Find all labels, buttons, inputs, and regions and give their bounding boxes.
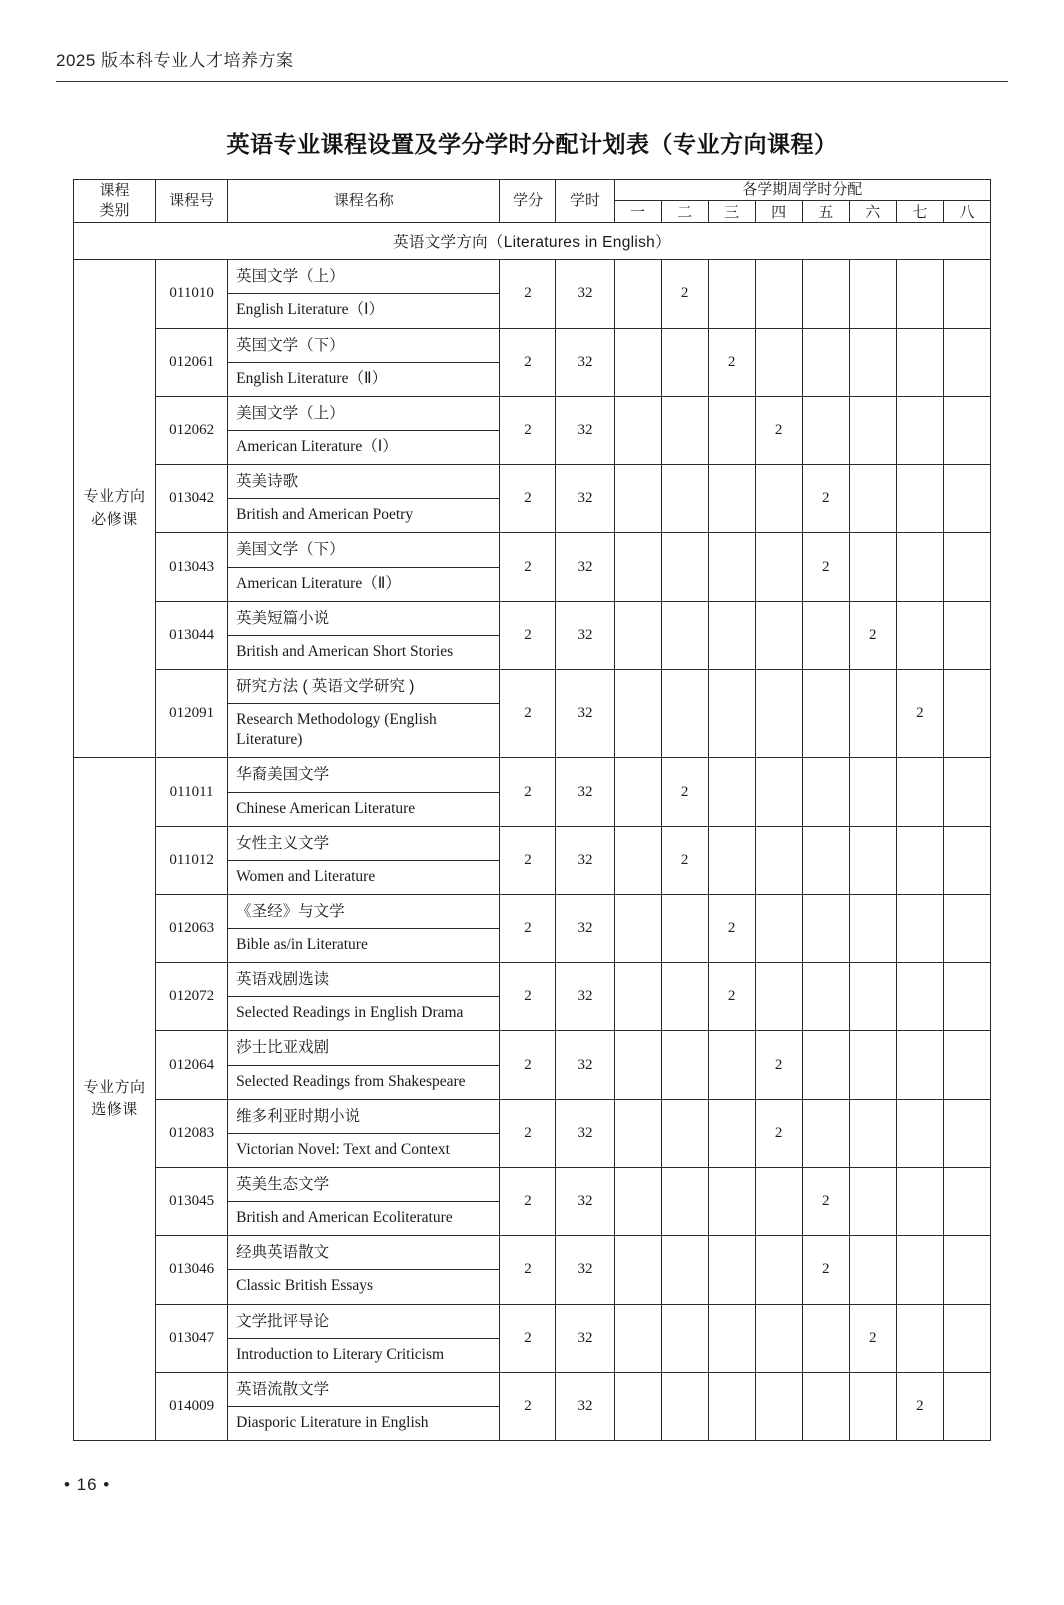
column-header-terms-group: 各学期周学时分配 (614, 180, 990, 201)
course-credits-cell: 2 (500, 669, 556, 757)
table-row (74, 260, 991, 328)
column-header-name: 课程名称 (228, 180, 500, 223)
term-hours-cell-5 (802, 260, 849, 328)
table-row (74, 1099, 991, 1167)
section-header-label: 英语文学方向（Literatures in English） (74, 223, 991, 260)
category-header-line2: 类别 (99, 202, 130, 220)
term-hours-cell-3: 2 (708, 328, 755, 396)
term-hours-cell-7 (896, 1304, 943, 1372)
course-name-zh: 莎士比亚戏剧 (228, 1031, 499, 1065)
term-hours-cell-2 (661, 894, 708, 962)
course-code-cell: 011011 (156, 758, 228, 826)
course-plan-table (73, 179, 991, 1441)
term-hours-cell-7 (896, 1236, 943, 1304)
course-code-cell: 013045 (156, 1168, 228, 1236)
term-hours-cell-8 (943, 1236, 990, 1304)
course-hours-cell: 32 (556, 260, 614, 328)
term-hours-cell-3 (708, 396, 755, 464)
column-header-term-8: 八 (943, 201, 990, 223)
course-credits-cell: 2 (500, 260, 556, 328)
term-hours-cell-6 (849, 1168, 896, 1236)
term-hours-cell-3 (708, 1304, 755, 1372)
term-hours-cell-7 (896, 328, 943, 396)
term-hours-cell-7 (896, 1031, 943, 1099)
table-row (74, 1236, 991, 1304)
term-hours-cell-1 (614, 260, 661, 328)
course-credits-cell: 2 (500, 396, 556, 464)
course-hours-cell: 32 (556, 1304, 614, 1372)
term-hours-cell-3 (708, 669, 755, 757)
course-name-cell (228, 894, 500, 962)
term-hours-cell-8 (943, 260, 990, 328)
term-hours-cell-8 (943, 1372, 990, 1440)
course-credits-cell: 2 (500, 465, 556, 533)
term-hours-cell-3 (708, 826, 755, 894)
course-code-cell: 014009 (156, 1372, 228, 1440)
term-hours-cell-7 (896, 260, 943, 328)
course-credits-cell: 2 (500, 1031, 556, 1099)
table-row (74, 826, 991, 894)
course-credits-cell: 2 (500, 894, 556, 962)
term-hours-cell-8 (943, 669, 990, 757)
term-hours-cell-5 (802, 396, 849, 464)
term-hours-cell-4: 2 (755, 1031, 802, 1099)
term-hours-cell-4: 2 (755, 396, 802, 464)
term-hours-cell-6 (849, 669, 896, 757)
term-hours-cell-3 (708, 533, 755, 601)
term-hours-cell-4 (755, 1372, 802, 1440)
term-hours-cell-4 (755, 963, 802, 1031)
header-divider (56, 81, 1008, 82)
course-name-cell (228, 669, 500, 757)
course-name-cell (228, 1099, 500, 1167)
course-name-zh: 文学批评导论 (228, 1305, 499, 1339)
running-header: 2025 版本科专业人才培养方案 (56, 51, 294, 70)
course-credits-cell: 2 (500, 963, 556, 1031)
term-hours-cell-7 (896, 826, 943, 894)
term-hours-cell-2 (661, 1304, 708, 1372)
term-hours-cell-5: 2 (802, 1236, 849, 1304)
term-hours-cell-5 (802, 1099, 849, 1167)
course-name-en: Classic British Essays (236, 1277, 374, 1295)
term-hours-cell-8 (943, 963, 990, 1031)
course-code-cell: 012061 (156, 328, 228, 396)
term-hours-cell-5 (802, 1372, 849, 1440)
term-hours-cell-2 (661, 1031, 708, 1099)
course-category-cell (74, 758, 156, 1441)
column-header-hours: 学时 (556, 180, 614, 223)
course-credits-cell: 2 (500, 601, 556, 669)
table-body (74, 223, 991, 1441)
course-hours-cell: 32 (556, 826, 614, 894)
term-hours-cell-5 (802, 669, 849, 757)
course-hours-cell: 32 (556, 894, 614, 962)
term-hours-cell-4: 2 (755, 1099, 802, 1167)
term-hours-cell-3 (708, 1168, 755, 1236)
table-row (74, 669, 991, 757)
course-name-cell (228, 1372, 500, 1440)
table-row (74, 1168, 991, 1236)
term-hours-cell-7 (896, 1168, 943, 1236)
term-hours-cell-7 (896, 963, 943, 1031)
term-hours-cell-2 (661, 1099, 708, 1167)
course-hours-cell: 32 (556, 1168, 614, 1236)
course-code-cell: 012063 (156, 894, 228, 962)
term-hours-cell-7 (896, 758, 943, 826)
column-header-term-1: 一 (614, 201, 661, 223)
term-hours-cell-1 (614, 963, 661, 1031)
course-code-cell: 011012 (156, 826, 228, 894)
term-hours-cell-6 (849, 328, 896, 396)
column-header-term-2: 二 (661, 201, 708, 223)
course-hours-cell: 32 (556, 601, 614, 669)
term-hours-cell-2 (661, 1168, 708, 1236)
column-header-term-6: 六 (849, 201, 896, 223)
course-credits-cell: 2 (500, 533, 556, 601)
term-hours-cell-6 (849, 465, 896, 533)
term-hours-cell-6: 2 (849, 1304, 896, 1372)
term-hours-cell-7 (896, 465, 943, 533)
column-header-term-7: 七 (896, 201, 943, 223)
course-code-cell: 013044 (156, 601, 228, 669)
term-hours-cell-8 (943, 1031, 990, 1099)
term-hours-cell-1 (614, 826, 661, 894)
course-credits-cell: 2 (500, 1099, 556, 1167)
course-name-en: American Literature（Ⅱ） (236, 574, 401, 592)
course-name-cell (228, 826, 500, 894)
course-code-cell: 012064 (156, 1031, 228, 1099)
table-row (74, 465, 991, 533)
course-name-cell (228, 601, 500, 669)
course-name-cell (228, 1031, 500, 1099)
term-hours-cell-4 (755, 826, 802, 894)
course-hours-cell: 32 (556, 396, 614, 464)
term-hours-cell-8 (943, 1304, 990, 1372)
course-name-cell (228, 533, 500, 601)
term-hours-cell-8 (943, 601, 990, 669)
term-hours-cell-8 (943, 1099, 990, 1167)
term-hours-cell-2: 2 (661, 826, 708, 894)
course-credits-cell: 2 (500, 1168, 556, 1236)
term-hours-cell-4 (755, 465, 802, 533)
course-name-zh: 美国文学（下） (228, 533, 499, 567)
course-name-cell (228, 963, 500, 1031)
term-hours-cell-4 (755, 758, 802, 826)
term-hours-cell-3 (708, 758, 755, 826)
course-hours-cell: 32 (556, 758, 614, 826)
course-credits-cell: 2 (500, 826, 556, 894)
term-hours-cell-5 (802, 1031, 849, 1099)
course-name-zh: 维多利亚时期小说 (228, 1100, 499, 1134)
term-hours-cell-6 (849, 533, 896, 601)
course-hours-cell: 32 (556, 1372, 614, 1440)
course-credits-cell: 2 (500, 1372, 556, 1440)
term-hours-cell-2 (661, 669, 708, 757)
course-code-cell: 012083 (156, 1099, 228, 1167)
course-name-en: Research Methodology (English Literature) (236, 711, 437, 749)
term-hours-cell-1 (614, 396, 661, 464)
term-hours-cell-6 (849, 1372, 896, 1440)
term-hours-cell-4 (755, 1236, 802, 1304)
term-hours-cell-1 (614, 328, 661, 396)
table-row (74, 1031, 991, 1099)
page-number: • 16 • (64, 1475, 111, 1495)
term-hours-cell-5 (802, 328, 849, 396)
column-header-code: 课程号 (156, 180, 228, 223)
course-name-cell (228, 465, 500, 533)
course-name-en: British and American Short Stories (236, 642, 454, 660)
term-hours-cell-4 (755, 260, 802, 328)
term-hours-cell-2 (661, 396, 708, 464)
term-hours-cell-7 (896, 601, 943, 669)
term-hours-cell-3 (708, 260, 755, 328)
term-hours-cell-8 (943, 826, 990, 894)
course-code-cell: 012062 (156, 396, 228, 464)
term-hours-cell-8 (943, 1168, 990, 1236)
term-hours-cell-7 (896, 894, 943, 962)
table-row (74, 601, 991, 669)
term-hours-cell-7: 2 (896, 1372, 943, 1440)
term-hours-cell-7 (896, 533, 943, 601)
term-hours-cell-2 (661, 601, 708, 669)
table-head (74, 180, 991, 223)
term-hours-cell-3 (708, 1099, 755, 1167)
term-hours-cell-1 (614, 758, 661, 826)
term-hours-cell-5 (802, 963, 849, 1031)
course-name-en: Introduction to Literary Criticism (236, 1345, 445, 1363)
course-name-zh: 经典英语散文 (228, 1236, 499, 1270)
table-row (74, 396, 991, 464)
term-hours-cell-8 (943, 758, 990, 826)
course-name-en: British and American Ecoliterature (236, 1209, 453, 1227)
course-name-cell (228, 396, 500, 464)
term-hours-cell-3 (708, 1372, 755, 1440)
course-name-zh: 研究方法 ( 英语文学研究 ) (228, 670, 499, 704)
course-name-zh: 英美诗歌 (228, 465, 499, 499)
course-name-en: Bible as/in Literature (236, 936, 368, 954)
column-header-term-4: 四 (755, 201, 802, 223)
term-hours-cell-6 (849, 1236, 896, 1304)
course-name-zh: 英国文学（上） (228, 260, 499, 294)
term-hours-cell-7: 2 (896, 669, 943, 757)
term-hours-cell-3 (708, 1236, 755, 1304)
course-name-en: Selected Readings from Shakespeare (236, 1072, 466, 1090)
term-hours-cell-5: 2 (802, 533, 849, 601)
course-code-cell: 013047 (156, 1304, 228, 1372)
course-name-zh: 女性主义文学 (228, 827, 499, 861)
course-code-cell: 012091 (156, 669, 228, 757)
term-hours-cell-2 (661, 465, 708, 533)
course-name-cell (228, 1236, 500, 1304)
course-name-en: Selected Readings in English Drama (236, 1004, 464, 1022)
term-hours-cell-8 (943, 328, 990, 396)
term-hours-cell-6 (849, 260, 896, 328)
term-hours-cell-4 (755, 328, 802, 396)
course-name-cell (228, 1304, 500, 1372)
term-hours-cell-6 (849, 1031, 896, 1099)
term-hours-cell-6 (849, 396, 896, 464)
term-hours-cell-1 (614, 1168, 661, 1236)
course-credits-cell: 2 (500, 328, 556, 396)
term-hours-cell-1 (614, 1372, 661, 1440)
term-hours-cell-2: 2 (661, 260, 708, 328)
category-label-line2: 必修课 (91, 510, 138, 528)
course-name-cell (228, 260, 500, 328)
course-name-zh: 华裔美国文学 (228, 758, 499, 792)
column-header-credits: 学分 (500, 180, 556, 223)
category-label-line1: 专业方向 (83, 488, 146, 506)
term-hours-cell-8 (943, 894, 990, 962)
term-hours-cell-5 (802, 826, 849, 894)
course-hours-cell: 32 (556, 1236, 614, 1304)
term-hours-cell-1 (614, 601, 661, 669)
course-name-en: American Literature（Ⅰ） (236, 437, 398, 455)
course-hours-cell: 32 (556, 963, 614, 1031)
term-hours-cell-3: 2 (708, 894, 755, 962)
term-hours-cell-8 (943, 533, 990, 601)
course-hours-cell: 32 (556, 1031, 614, 1099)
term-hours-cell-1 (614, 894, 661, 962)
term-hours-cell-4 (755, 669, 802, 757)
term-hours-cell-4 (755, 601, 802, 669)
course-code-cell: 013042 (156, 465, 228, 533)
course-name-en: Diasporic Literature in English (236, 1414, 429, 1432)
term-hours-cell-5 (802, 894, 849, 962)
course-name-zh: 英语流散文学 (228, 1373, 499, 1407)
table-row (74, 328, 991, 396)
course-code-cell: 011010 (156, 260, 228, 328)
page-title: 英语专业课程设置及学分学时分配计划表（专业方向课程） (226, 131, 838, 157)
course-category-cell (74, 260, 156, 758)
term-hours-cell-6 (849, 1099, 896, 1167)
term-hours-cell-6: 2 (849, 601, 896, 669)
course-code-cell: 013043 (156, 533, 228, 601)
term-hours-cell-1 (614, 1304, 661, 1372)
table-row (74, 1304, 991, 1372)
term-hours-cell-3 (708, 601, 755, 669)
course-name-cell (228, 328, 500, 396)
course-code-cell: 012072 (156, 963, 228, 1031)
table-row (74, 1372, 991, 1440)
table-row (74, 894, 991, 962)
course-name-en: English Literature（Ⅰ） (236, 301, 385, 319)
course-hours-cell: 32 (556, 1099, 614, 1167)
term-hours-cell-6 (849, 963, 896, 1031)
term-hours-cell-1 (614, 669, 661, 757)
course-hours-cell: 32 (556, 465, 614, 533)
term-hours-cell-3 (708, 465, 755, 533)
course-name-en: English Literature（Ⅱ） (236, 369, 388, 387)
header-row-primary (74, 180, 991, 201)
course-name-en: Women and Literature (236, 867, 376, 885)
term-hours-cell-1 (614, 1236, 661, 1304)
column-header-term-3: 三 (708, 201, 755, 223)
term-hours-cell-8 (943, 465, 990, 533)
course-hours-cell: 32 (556, 669, 614, 757)
term-hours-cell-3 (708, 1031, 755, 1099)
term-hours-cell-5 (802, 1304, 849, 1372)
term-hours-cell-1 (614, 533, 661, 601)
course-name-cell (228, 1168, 500, 1236)
course-hours-cell: 32 (556, 328, 614, 396)
term-hours-cell-5 (802, 758, 849, 826)
term-hours-cell-6 (849, 894, 896, 962)
term-hours-cell-5 (802, 601, 849, 669)
category-label-line2: 选修课 (91, 1101, 138, 1119)
term-hours-cell-2 (661, 1236, 708, 1304)
course-name-zh: 英美短篇小说 (228, 602, 499, 636)
term-hours-cell-2 (661, 963, 708, 1031)
course-name-en: British and American Poetry (236, 506, 414, 524)
course-credits-cell: 2 (500, 1236, 556, 1304)
course-credits-cell: 2 (500, 758, 556, 826)
section-header-row (74, 223, 991, 260)
term-hours-cell-6 (849, 826, 896, 894)
term-hours-cell-2: 2 (661, 758, 708, 826)
term-hours-cell-6 (849, 758, 896, 826)
course-name-zh: 英美生态文学 (228, 1168, 499, 1202)
course-name-zh: 英国文学（下） (228, 329, 499, 363)
term-hours-cell-1 (614, 1099, 661, 1167)
category-label-line1: 专业方向 (83, 1078, 146, 1096)
column-header-term-5: 五 (802, 201, 849, 223)
term-hours-cell-2 (661, 533, 708, 601)
course-name-en: Chinese American Literature (236, 799, 416, 817)
term-hours-cell-5: 2 (802, 465, 849, 533)
term-hours-cell-4 (755, 533, 802, 601)
course-name-cell (228, 758, 500, 826)
table-row (74, 963, 991, 1031)
course-name-en: Victorian Novel: Text and Context (236, 1140, 450, 1158)
term-hours-cell-7 (896, 396, 943, 464)
course-name-zh: 《圣经》与文学 (228, 895, 499, 929)
term-hours-cell-4 (755, 1304, 802, 1372)
term-hours-cell-2 (661, 1372, 708, 1440)
course-name-zh: 英语戏剧选读 (228, 963, 499, 997)
term-hours-cell-1 (614, 1031, 661, 1099)
term-hours-cell-7 (896, 1099, 943, 1167)
category-header-line1: 课程 (99, 181, 130, 199)
course-code-cell: 013046 (156, 1236, 228, 1304)
term-hours-cell-2 (661, 328, 708, 396)
course-credits-cell: 2 (500, 1304, 556, 1372)
term-hours-cell-4 (755, 1168, 802, 1236)
term-hours-cell-1 (614, 465, 661, 533)
course-name-zh: 美国文学（上） (228, 397, 499, 431)
course-hours-cell: 32 (556, 533, 614, 601)
term-hours-cell-4 (755, 894, 802, 962)
term-hours-cell-3: 2 (708, 963, 755, 1031)
term-hours-cell-5: 2 (802, 1168, 849, 1236)
table-row (74, 758, 991, 826)
table-row (74, 533, 991, 601)
column-header-category (74, 180, 156, 223)
term-hours-cell-8 (943, 396, 990, 464)
